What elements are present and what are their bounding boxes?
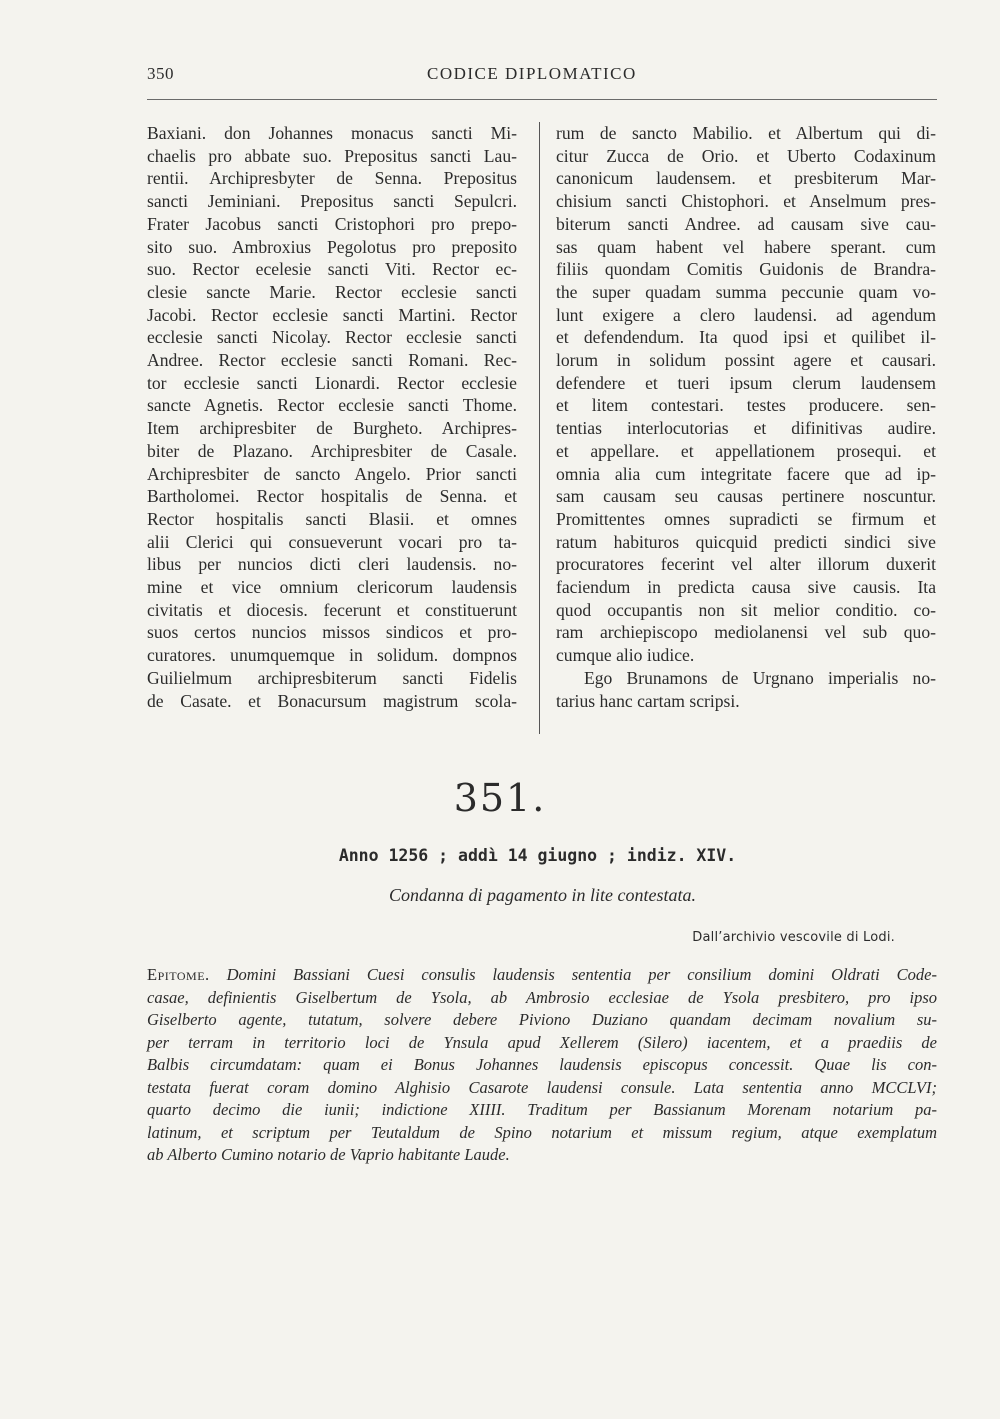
epitome-line: Balbis circumdatam: quam ei Bonus Johannes laudensis episcopus concessit. Quae lis con-: [147, 1055, 937, 1074]
left-column: [147, 122, 517, 712]
text-line: civitatis et diocesis. fecerunt et constituerunt: [147, 599, 517, 620]
text-line: Jacobi. Rector ecclesie sancti Martini. Rector: [147, 304, 517, 325]
document-title: Condanna di pagamento in lite contestata.: [389, 885, 696, 905]
column-divider: [539, 122, 540, 734]
text-line: tentias interlocutorias et difinitivas audire.: [556, 418, 936, 439]
text-line: filiis quondam Comitis Guidonis de Brandra-: [556, 259, 936, 280]
text-line: libus per nuncios dicti cleri laudensis. no-: [147, 554, 517, 575]
epitome-line: casae, definientis Giselbertum de Ysola, ab Ambrosio ecclesiae de Ysola presbitero, pro ipso: [147, 987, 937, 1007]
epitome-line: Giselberto agente, tutatum, solvere debere Piviono Duziano quandam decimam novalium su-: [147, 1010, 937, 1029]
notary-subscription: Ego Brunamons de Urgnano imperialis no-: [584, 667, 936, 688]
text-line: ram archiepiscopo mediolanensi vel sub quo-: [556, 622, 936, 643]
text-line: et litem contestari. testes producere. sen-: [556, 395, 936, 416]
text-line: et appellare. et appellationem prosequi. et: [556, 440, 936, 461]
text-line: Rector hospitalis sancti Blasii. et omnes: [147, 508, 517, 529]
text-line: canonicum laudensem. et presbiterum Mar-: [556, 168, 936, 189]
text-line: procuratores fecerint vel alter illorum duxerit: [556, 554, 936, 575]
text-line: ratum habituros quicquid predicti sindici sive: [556, 531, 936, 552]
text-line: sas quam habent vel habere sperant. cum: [556, 236, 936, 257]
text-line: mine et vice omnium clericorum laudensis: [147, 577, 517, 598]
text-line: suo. Rector ecelesie sancti Viti. Rector ec-: [147, 259, 517, 280]
text-line: tor ecclesie sancti Lionardi. Rector ecclesie: [147, 372, 517, 393]
text-line: sancte Agnetis. Rector ecclesie sancti Thome.: [147, 395, 517, 416]
epitome-label: Epitome.: [147, 965, 210, 984]
text-line: defendere et tueri ipsum clerum laudensem: [556, 372, 936, 393]
text-line: Archipresbiter de sancto Angelo. Prior sancti: [147, 463, 517, 484]
epitome: [147, 964, 937, 1167]
text-line: citur Zucca de Orio. et Uberto Codaxinum: [556, 145, 936, 166]
text-line: sito suo. Ambroxius Pegolotus pro preposito: [147, 236, 517, 257]
text-line: suos certos nuncios missos sindicos et pro-: [147, 622, 517, 643]
text-line: rum de sancto Mabilio. et Albertum qui di-: [556, 123, 936, 143]
text-line: sam causam seu causas pertinere noscuntur.: [556, 486, 936, 507]
text-line: clesie sancte Marie. Rector ecclesie sancti: [147, 281, 517, 302]
text-line: quod occupantis non sit melior conditio. co-: [556, 599, 936, 620]
document-number: 351.: [453, 776, 547, 820]
text-line: Item archipresbiter de Burgheto. Archipres-: [147, 418, 517, 439]
epitome-line: per terram in territorio loci de Ynsula apud Xellerem (Silero) iacentem, et a praediis de: [147, 1032, 937, 1052]
text-line: chisium sancti Chistophori. et Anselmum pres-: [556, 191, 936, 212]
text-line: Bartholomei. Rector hospitalis de Senna. et: [147, 486, 517, 507]
page-header: [147, 64, 937, 94]
text-line: Frater Jacobus sancti Cristophori pro prepo-: [147, 213, 517, 234]
text-line: Promittentes omnes supradicti se firmum et: [556, 508, 936, 529]
epitome-line: latinum, et scriptum per Teutaldum de Spino notarium et missum regium, atque exemplatum: [147, 1122, 937, 1142]
right-column: [556, 122, 936, 712]
text-line: et defendendum. Ita quod ipsi et quilibet il-: [556, 327, 936, 348]
text-line: Baxiani. don Johannes monacus sancti Mi-: [147, 123, 517, 143]
text-line: sancti Jeminiani. Prepositus sancti Sepulcri.: [147, 191, 517, 212]
text-line: cumque alio iudice.: [556, 645, 695, 666]
text-line: de Casate. et Bonacursum magistrum scola-: [147, 690, 517, 711]
document-date: Anno 1256 ; addì 14 giugno ; indiz. XIV.: [338, 846, 737, 865]
text-line: lunt exigere a clero laudensi. ad agendum: [556, 304, 936, 325]
page-number: 350: [147, 64, 174, 83]
text-line: biterum sancti Andree. ad causam sive cau-: [556, 213, 936, 234]
text-line: ecclesie sancti Nicolay. Rector ecclesie sancti: [147, 327, 517, 348]
text-line: faciendum in predicta causa sive causis. Ita: [556, 577, 936, 598]
text-line: biter de Plazano. Archipresbiter de Casale.: [147, 440, 517, 461]
epitome-line: testata fuerat coram domino Alghisio Casarote laudensi consule. Lata sententia anno MCCLVI;: [147, 1077, 937, 1097]
epitome-line: [147, 964, 937, 987]
text-line: omnia alia cum integritate facere que ad ip-: [556, 463, 936, 484]
text-line: Guilielmum archipresbiterum sancti Fidelis: [147, 667, 517, 688]
text-line: alii Clerici qui consueverunt vocari pro ta-: [147, 531, 517, 552]
document-source: Dall’archivio vescovile di Lodi.: [692, 930, 895, 945]
text-line: the super quadam summa peccunie quam vo-: [556, 281, 936, 302]
epitome-line: quarto decimo die iunii; indictione XIIII. Traditum per Bassianum Morenam notarium pa-: [147, 1100, 937, 1119]
text-line: chaelis pro abbate suo. Prepositus sancti Lau-: [147, 145, 517, 166]
text-line: rentii. Archipresbyter de Senna. Prepositus: [147, 168, 517, 189]
text-line: Andree. Rector ecclesie sancti Romani. Rec-: [147, 350, 517, 371]
text-line: curatores. unumquemque in solidum. dompnos: [147, 645, 517, 666]
running-title: CODICE DIPLOMATICO: [427, 64, 637, 83]
text-line: lorum in solidum possint agere et causari.: [556, 350, 936, 371]
notary-subscription: tarius hanc cartam scripsi.: [556, 690, 740, 711]
epitome-line: ab Alberto Cumino notario de Vaprio habitante Laude.: [147, 1145, 510, 1164]
epitome-text: Domini Bassiani Cuesi consulis laudensis sententia per consilium domini Oldrati Code-: [226, 965, 938, 984]
header-rule: [147, 99, 937, 100]
